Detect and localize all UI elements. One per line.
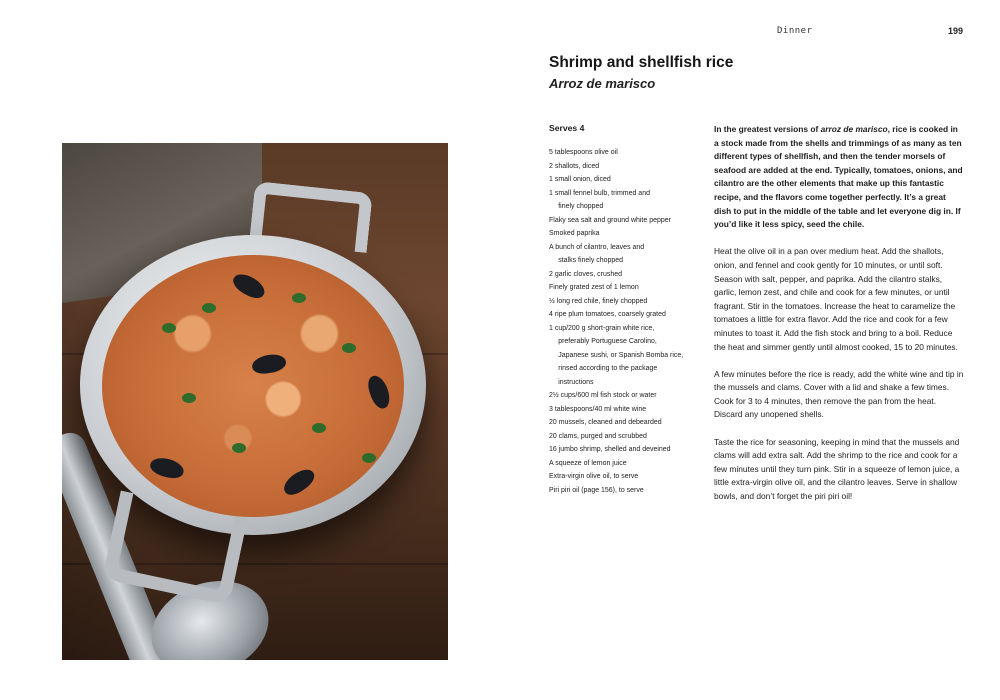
recipe-intro — [714, 123, 964, 232]
running-head: Dinner — [777, 26, 813, 36]
ingredient-text: A squeeze of lemon juice — [549, 457, 627, 467]
ingredient-continuation: Japanese sushi, or Spanish Bomba rice, — [558, 349, 684, 359]
ingredient-text: 16 jumbo shrimp, shelled and deveined — [549, 444, 671, 453]
ingredient-item — [549, 280, 685, 294]
herb-garnish — [312, 423, 326, 433]
intro-emphasis: arroz de marisco — [820, 124, 888, 134]
herb-garnish — [202, 303, 216, 313]
ingredient-item — [549, 145, 685, 159]
ingredient-item — [549, 213, 685, 227]
ingredient-item — [549, 415, 685, 429]
intro-text: , rice is cooked in a stock made from the shells and trimmings of as many as ten different types of shellfish, and then the tender morsels of seafood are added at the end. Typically, tomatoes, onions, and cilantro are the other elements that make up this fantastic recipe, and the flavors come together perfectly. It’s a great dish to put in the middle of the table and let everyone dig in. If you’d like it less spicy, seed the chile. — [714, 124, 963, 230]
ingredient-item — [549, 469, 685, 483]
ingredient-text: 20 mussels, cleaned and debearded — [549, 417, 662, 426]
ingredient-text: 1 small onion, diced — [549, 174, 611, 183]
ingredient-item — [549, 442, 685, 456]
ingredient-item — [549, 429, 685, 443]
ingredient-list — [549, 145, 697, 496]
ingredient-text: 2 shallots, diced — [549, 160, 600, 170]
herb-garnish — [362, 453, 376, 463]
ingredient-text: Smoked paprika — [549, 228, 600, 237]
ingredients-column — [549, 123, 697, 496]
recipe-title: Shrimp and shellfish rice — [549, 54, 734, 71]
ingredient-item — [549, 307, 685, 321]
ingredient-item — [549, 321, 685, 389]
ingredient-text: 2 garlic cloves, crushed — [549, 268, 623, 278]
ingredient-text: Extra-virgin olive oil, to serve — [549, 471, 639, 480]
ingredient-item — [549, 483, 685, 497]
ingredient-item — [549, 240, 685, 267]
ingredient-continuation: stalks finely chopped — [558, 255, 624, 264]
intro-text: In the greatest versions of — [714, 124, 821, 134]
serves-label: Serves 4 — [549, 123, 585, 133]
herb-garnish — [162, 323, 176, 333]
ingredient-item — [549, 388, 685, 402]
ingredient-continuation: instructions — [558, 376, 594, 386]
page-number: 199 — [948, 26, 964, 36]
method-step: Heat the olive oil in a pan over medium heat. Add the shallots, onion, and fennel and cook gently for 10 minutes, or until soft. Season with salt, pepper, and paprika. Add the cilantro stalks, garlic, lemon zest, and chile and cook for a few minutes, or until fragrant. Stir in the tomatoes. Increase the heat to caramelize the tomatoes a little for extra flavor. Add the rice and cook for a few minutes to toast it. Add the fish stock and bring to a boil. Reduce the heat and simmer gently until almost cooked, 15 to 20 minutes. — [714, 246, 958, 352]
ingredient-text: Piri piri oil (page 156), to serve — [549, 484, 644, 494]
ingredient-item — [549, 402, 685, 416]
ingredient-text: Flaky sea salt and ground white pepper — [549, 214, 671, 224]
ingredient-item — [549, 267, 685, 281]
ingredient-text: Finely grated zest of 1 lemon — [549, 282, 639, 291]
ingredient-text: 1 small fennel bulb, trimmed and — [549, 187, 650, 197]
ingredient-text: 5 tablespoons olive oil — [549, 147, 618, 156]
ingredient-item — [549, 186, 685, 213]
herb-garnish — [342, 343, 356, 353]
method-step: A few minutes before the rice is ready, add the white wine and tip in the mussels and clams. Cover with a lid and shake a few times. Cook for 3 to 4 minutes, then remove the pan from the heat. Discard any unopened shells. — [714, 368, 964, 420]
ingredient-continuation: preferably Portuguese Carolino, — [558, 336, 657, 345]
ingredient-text: A bunch of cilantro, leaves and — [549, 241, 645, 251]
ingredient-text: 20 clams, purged and scrubbed — [549, 430, 647, 440]
herb-garnish — [182, 393, 196, 403]
herb-garnish — [232, 443, 246, 453]
ingredient-text: ½ long red chile, finely chopped — [549, 295, 648, 305]
ingredient-continuation: rinsed according to the package — [558, 363, 658, 372]
ingredient-item — [549, 172, 685, 186]
ingredient-text: 3 tablespoons/40 ml white wine — [549, 403, 647, 413]
ingredient-item — [549, 159, 685, 173]
dish-photo — [62, 143, 448, 660]
ingredient-continuation: finely chopped — [558, 201, 604, 210]
ingredient-text: 2½ cups/600 ml fish stock or water — [549, 390, 657, 399]
ingredient-text: 1 cup/200 g short-grain white rice, — [549, 322, 655, 332]
ingredient-item — [549, 294, 685, 308]
ingredient-text: 4 ripe plum tomatoes, coarsely grated — [549, 309, 666, 318]
herb-garnish — [292, 293, 306, 303]
ingredient-item — [549, 456, 685, 470]
method-column — [714, 123, 964, 517]
recipe-subtitle: Arroz de marisco — [549, 76, 656, 91]
method-step: Taste the rice for seasoning, keeping in mind that the mussels and clams will add extra salt. Add the shrimp to the rice and cook for a few minutes until they turn pink. Stir in a squeeze of lemon juice, a little extra-virgin olive oil, and the cilantro leaves. Serve in shallow bowls, and don’t forget the piri piri oil! — [714, 436, 960, 502]
ingredient-item — [549, 226, 685, 240]
